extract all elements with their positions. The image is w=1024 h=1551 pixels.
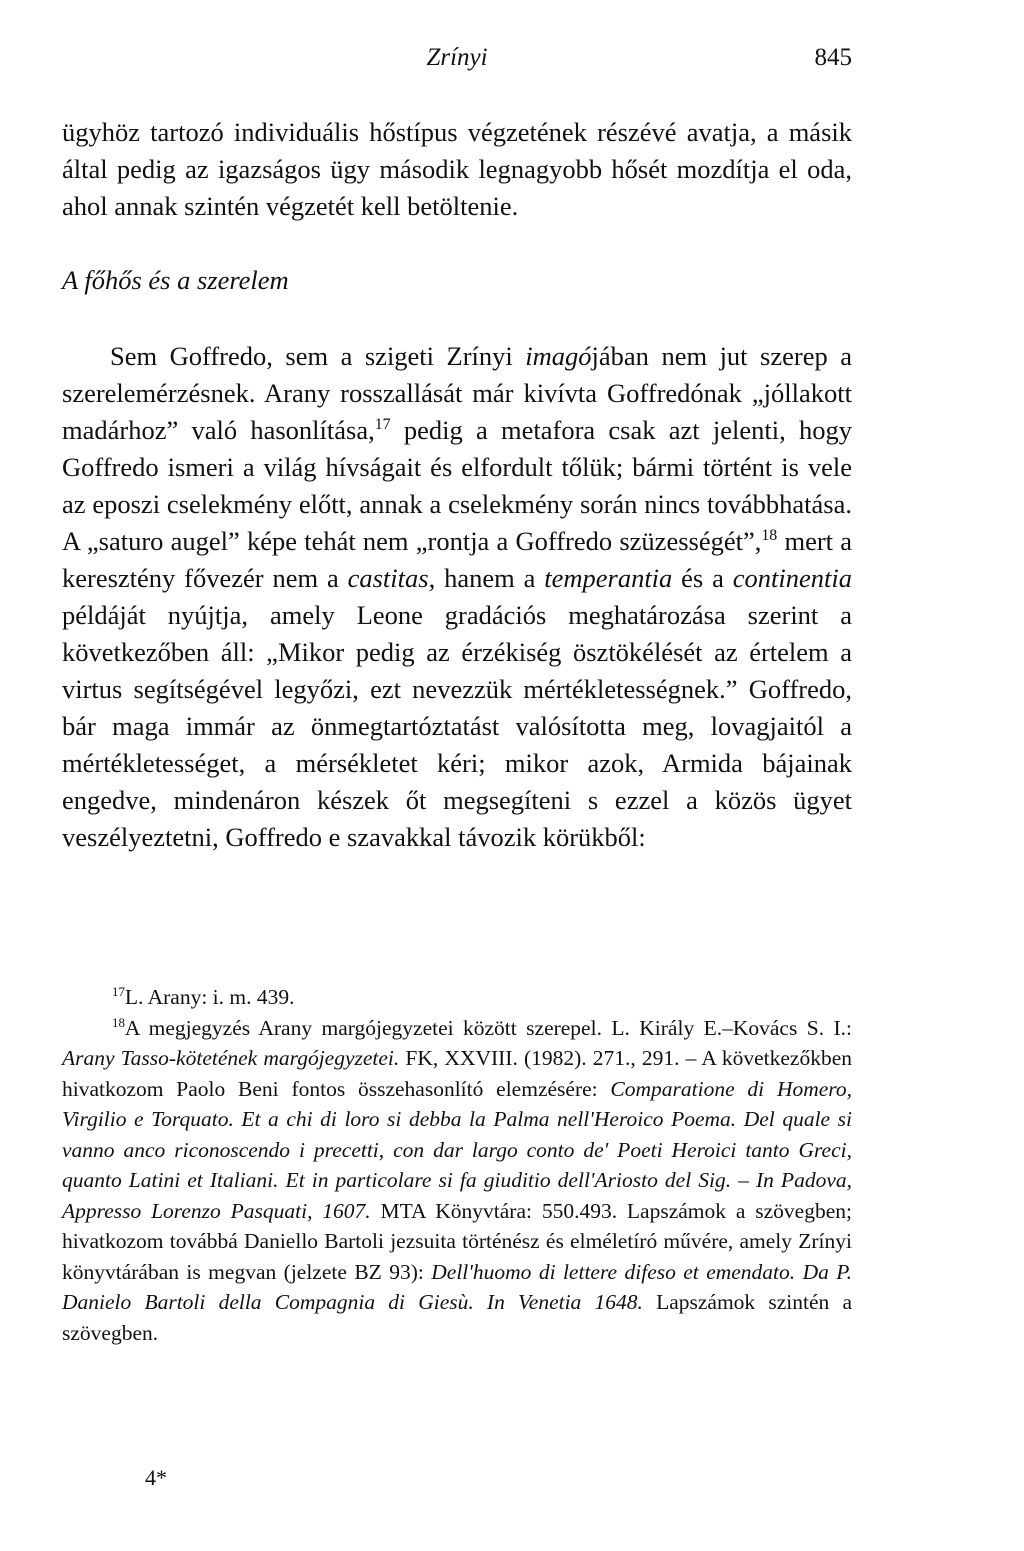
italic-term: imagó (525, 341, 592, 371)
footnote-text: MTA Könyvtára: 550.493. Lapszámok a szövegben; hivatkozom továbbá Daniello Bartoli jezsuita történész és elméletíró művére, amely Zrínyi könyvtárában is megvan (jelzete BZ 93): (62, 1198, 852, 1284)
footnote-title: Comparatione di Homero, Virgilio e Torquato. Et a chi di loro si debba la Palma nell'Heroico Poema. Del quale si vanno anco riconoscendo i precetti, con dar largo conto de' Poeti Heroici tanto Greci, quanto Latini et Italiani. Et in particolare si fa giuditio dell'Ariosto del Sig. – In Padova, Appresso Lorenzo Pasquati, 1607. (62, 1076, 852, 1223)
footnote-text: FK, XXVIII. (1982). 271., 291. – A következőkben hivatkozom Paolo Beni fontos összehasonlító elemzésére: (62, 1046, 852, 1101)
text-run: példáját nyújtja, amely Leone gradációs meghatározása szerint a következőben áll: „Mikor pedig az érzékiség ösztökélését az értelem a virtus segítségével legyőzi, ezt nevezzük mértékletességnek.” Goffredo, bár maga immár az önmegtartóztatást valósította meg, lovagjaitól a mértékletességet, a mérsékletet kéri; mikor azok, Armida bájainak engedve, mindenáron készek őt megsegíteni s ezzel a közös ügyet veszélyeztetni, Goffredo e szavakkal távozik körükből: (62, 600, 852, 852)
footnote-text: L. Arany: i. m. 439. (124, 985, 295, 1009)
footnote-title: Arany Tasso-kötetének margójegyzetei. (62, 1046, 400, 1070)
footnote-number: 17 (112, 984, 125, 999)
footnote-ref-17[interactable]: 17 (374, 416, 391, 434)
text-run: Sem Goffredo, sem a szigeti Zrínyi (110, 341, 526, 371)
footnote-text: Lapszámok szintén a szövegben. (62, 1290, 853, 1345)
paragraph-continued (62, 114, 852, 225)
italic-term: temperantia (544, 563, 673, 593)
signature-mark: 4* (145, 1465, 167, 1490)
text-run: mert a keresztény fővezér nem a (62, 526, 852, 593)
italic-term: castitas, (347, 563, 436, 593)
footnote-ref-18[interactable]: 18 (761, 527, 778, 545)
footnote-18 (62, 1013, 852, 1349)
paragraph-text (62, 338, 852, 856)
text-run: jában nem jut szerep a szerelemérzésnek. Arany rosszallását már kivívta Goffredónak „jóllakott madárhoz” való hasonlítása, (62, 341, 852, 445)
text-run: pedig a metafora csak azt jelenti, hogy Goffredo ismeri a világ hívságait és elfordult tőlük; bármi történt is vele az eposzi cselekmény előtt, annak a cselekmény során nincs továbbhatása. A „saturo augel” képe tehát nem „rontja a Goffredo szüzességét”, (62, 415, 852, 556)
paragraph-main (62, 338, 852, 856)
footnote-title: Dell'huomo di lettere difeso et emendato. Da P. Danielo Bartoli della Compagnia di Giesù. In Venetia 1648. (62, 1259, 852, 1314)
footnote-number: 18 (112, 1015, 125, 1030)
text-run: hanem a (435, 563, 545, 593)
page-header (62, 44, 852, 78)
section-heading: A főhős és a szerelem (62, 265, 289, 295)
text-run: és a (672, 563, 733, 593)
italic-term: continentia (732, 563, 852, 593)
paragraph-text: ügyhöz tartozó individuális hőstípus végzetének részévé avatja, a másik által pedig az igazságos ügy második legnagyobb hősét mozdítja el oda, ahol annak szintén végzetét kell betöltenie. (62, 117, 852, 221)
footnote-text: A megjegyzés Arany margójegyzetei között szerepel. L. Király E.–Kovács S. I.: (124, 1015, 852, 1040)
footnote-17 (62, 982, 852, 1013)
footnotes (62, 982, 852, 1348)
running-title: Zrínyi (426, 44, 488, 71)
page-number: 845 (814, 44, 852, 71)
